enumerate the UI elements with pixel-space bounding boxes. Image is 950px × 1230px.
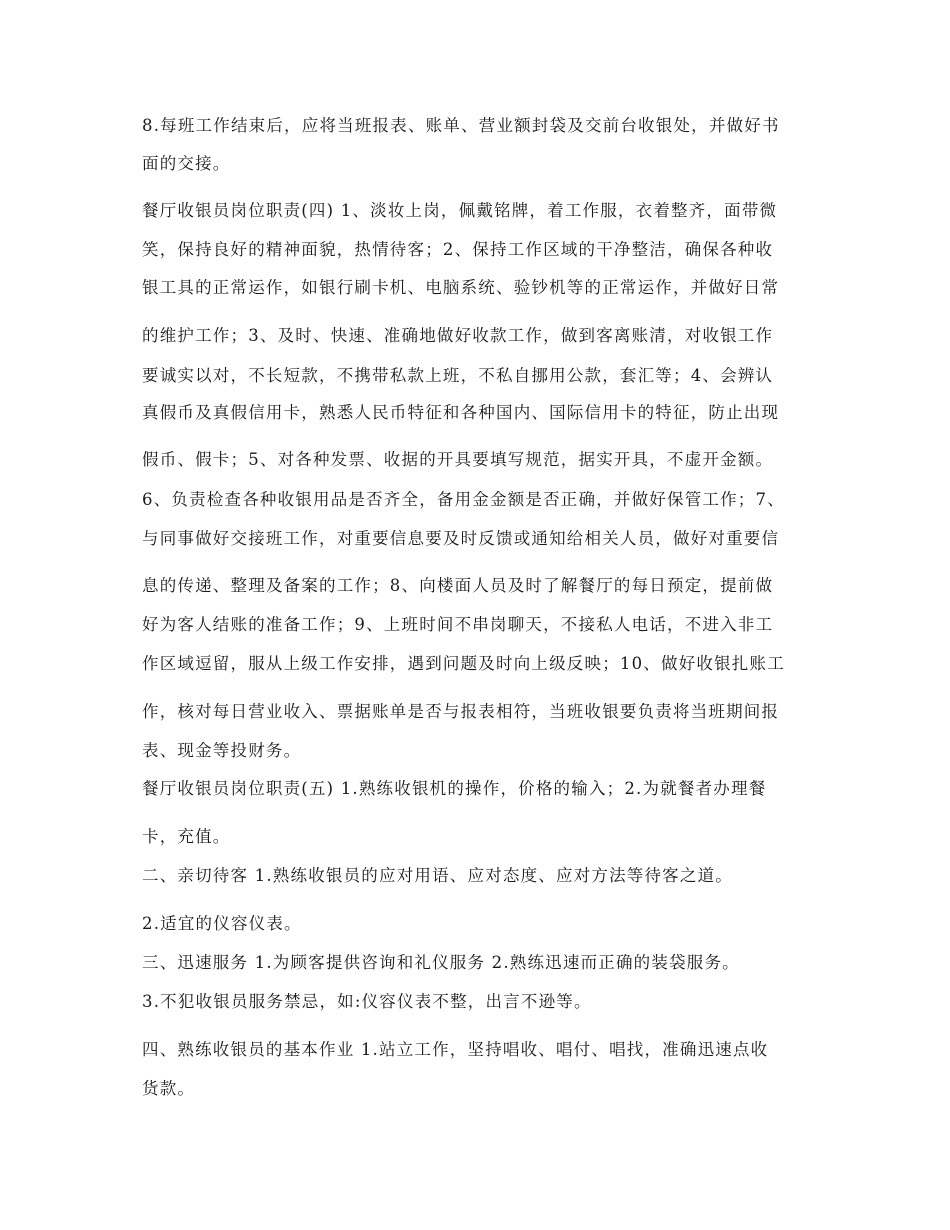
text-line: 二、亲切待客 1.熟练收银员的应对用语、应对态度、应对方法等待客之道。 (142, 866, 733, 885)
text-line: 2.适宜的仪容仪表。 (142, 914, 302, 933)
text-line: 三、迅速服务 1.为顾客提供咨询和礼仪服务 2.熟练迅速而正确的装袋服务。 (142, 953, 740, 972)
text-line: 作区域逗留，服从上级工作安排，遇到问题及时向上级反映；10、做好收银扎账工 (142, 654, 785, 673)
text-line: 银工具的正常运作，如银行刷卡机、电脑系统、验钞机等的正常运作，并做好日常 (142, 278, 780, 297)
text-line: 四、熟练收银员的基本作业 1.站立工作，坚持唱收、唱付、唱找，准确迅速点收 (142, 1040, 769, 1059)
text-line: 要诚实以对，不长短款，不携带私款上班，不私自挪用公款，套汇等；4、会辨认 (142, 366, 774, 385)
text-line: 卡，充值。 (142, 827, 231, 846)
text-line: 笑，保持良好的精神面貌，热情待客；2、保持工作区域的干净整洁，确保各种收 (142, 240, 774, 259)
text-line: 息的传递、整理及备案的工作；8、向楼面人员及时了解餐厅的每日预定，提前做 (142, 576, 774, 595)
text-line: 好为客人结账的准备工作；9、上班时间不串岗聊天，不接私人电话，不进入非工 (142, 615, 774, 634)
text-line: 3.不犯收银员服务禁忌，如:仪容仪表不整，出言不逊等。 (142, 992, 592, 1011)
text-line: 与同事做好交接班工作，对重要信息要及时反馈或通知给相关人员，做好对重要信 (142, 529, 780, 548)
text-line: 6、负责检查各种收银用品是否齐全，备用金金额是否正确，并做好保管工作；7、 (142, 490, 785, 509)
text-line: 作，核对每日营业收入、票据账单是否与报表相符，当班收银要负责将当班期间报 (142, 702, 780, 721)
text-line: 面的交接。 (142, 154, 231, 173)
text-line: 货款。 (142, 1079, 196, 1098)
text-line: 餐厅收银员岗位职责(四) 1、淡妆上岗，佩戴铭牌，着工作服，衣着整齐，面带微 (142, 201, 778, 220)
text-line: 表、现金等投财务。 (142, 741, 302, 760)
text-line: 的维护工作；3、及时、快速、准确地做好收款工作，做到客离账清，对收银工作 (142, 326, 774, 345)
text-line: 餐厅收银员岗位职责(五) 1.熟练收银机的操作，价格的输入；2.为就餐者办理餐 (142, 779, 767, 798)
text-line: 真假币及真假信用卡，熟悉人民币特征和各种国内、国际信用卡的特征，防止出现 (142, 403, 780, 422)
text-line: 8.每班工作结束后，应将当班报表、账单、营业额封袋及交前台收银处，并做好书 (142, 116, 780, 135)
text-line: 假币、假卡；5、对各种发票、收据的开具要填写规范，据实开具，不虚开金额。 (142, 450, 774, 469)
